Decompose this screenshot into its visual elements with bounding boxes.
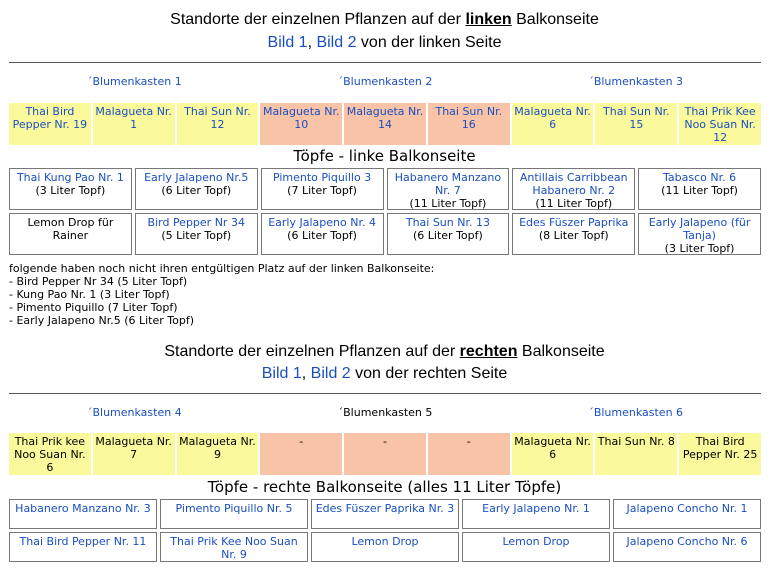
pot-cell[interactable] [462, 499, 610, 529]
pot-cell[interactable] [160, 499, 308, 529]
note-line: folgende haben noch nicht ihren entgültigen Platz auf der linken Balkonseite: [9, 262, 435, 275]
pot-size: (5 Liter Topf) [161, 229, 232, 242]
divider [9, 62, 761, 63]
box-plant-cell[interactable]: Thai Sun Nr. 16 [428, 103, 510, 145]
pot-cell[interactable] [387, 213, 510, 255]
box-plant-cell[interactable]: Thai Prik kee Noo Suan Nr. 6 [9, 433, 91, 475]
pot-name[interactable]: Jalapeno Concho Nr. 6 [626, 535, 748, 548]
pot-name[interactable]: Early Jalapeno Nr. 1 [482, 502, 590, 515]
left-pots-title: Töpfe - linke Balkonseite [293, 147, 476, 165]
divider [9, 393, 761, 394]
pot-name[interactable]: Antillais Carribbean Habanero Nr. 2 [519, 171, 628, 197]
pot-size: (8 Liter Topf) [538, 229, 609, 242]
pot-cell[interactable] [462, 532, 610, 562]
pot-name[interactable]: Pimento Piquillo Nr. 5 [175, 502, 293, 515]
box-header-1[interactable]: ´Blumenkasten 1 [86, 75, 182, 88]
pot-name: Lemon Drop für Rainer [27, 216, 114, 242]
pot-name[interactable]: Thai Kung Pao Nr. 1 [16, 171, 124, 184]
left-bild2-link[interactable]: Bild 2 [316, 34, 357, 51]
pot-name[interactable]: Early Jalapeno (für Tanja) [648, 216, 751, 242]
pot-name[interactable]: Jalapeno Concho Nr. 1 [626, 502, 748, 515]
pot-name[interactable]: Lemon Drop [502, 535, 570, 548]
left-bild1-link[interactable]: Bild 1 [267, 34, 308, 51]
pot-name[interactable]: Edes Füszer Paprika [519, 216, 629, 229]
right-box-cells [9, 433, 761, 475]
right-title: Standorte der einzelnen Pflanzen auf der rechten Balkonseite [164, 343, 605, 360]
pot-cell[interactable] [638, 168, 761, 210]
left-pots-grid [9, 168, 761, 255]
box-header-3[interactable]: ´Blumenkasten 3 [588, 75, 684, 88]
pot-name[interactable]: Tabasco Nr. 6 [663, 171, 737, 184]
left-notes [9, 262, 434, 327]
pot-cell[interactable] [9, 168, 132, 210]
pot-size: (6 Liter Topf) [413, 229, 483, 242]
note-line: - Bird Pepper Nr 34 (5 Liter Topf) [9, 275, 188, 288]
pot-size: (6 Liter Topf) [287, 229, 357, 242]
pot-name[interactable]: Thai Sun Nr. 13 [405, 216, 490, 229]
pot-cell[interactable] [135, 168, 258, 210]
box-plant-cell[interactable]: Malagueta Nr. 14 [344, 103, 426, 145]
pot-cell[interactable] [638, 213, 761, 255]
box-plant-cell[interactable]: Malagueta Nr. 6 [512, 103, 594, 145]
left-box-headers [9, 75, 761, 89]
pot-name[interactable]: Early Jalapeno Nr. 4 [268, 216, 376, 229]
right-bild1-link[interactable]: Bild 1 [261, 365, 302, 382]
pot-cell[interactable] [613, 532, 761, 562]
right-box-headers [9, 406, 761, 420]
pot-cell [9, 213, 132, 255]
box-header-2[interactable]: ´Blumenkasten 2 [337, 75, 433, 88]
box-plant-cell[interactable]: Malagueta Nr. 10 [260, 103, 342, 145]
pot-cell[interactable] [261, 213, 384, 255]
pot-size: (11 Liter Topf) [535, 197, 613, 210]
right-subtitle: Bild 1, Bild 2 von der rechten Seite [261, 365, 508, 382]
pot-cell[interactable] [9, 499, 157, 529]
pot-name[interactable]: Habanero Manzano Nr. 7 [394, 171, 502, 197]
pot-cell[interactable] [9, 532, 157, 562]
pot-name[interactable]: Early Jalapeno Nr.5 [144, 171, 249, 184]
left-title: Standorte der einzelnen Pflanzen auf der linken Balkonseite [170, 11, 599, 28]
box-plant-cell[interactable]: Thai Prik Kee Noo Suan Nr. 12 [679, 103, 761, 145]
pot-name[interactable]: Pimento Piquillo 3 [272, 171, 372, 184]
box-plant-cell[interactable]: Thai Bird Pepper Nr. 25 [679, 433, 761, 475]
pot-name[interactable]: Bird Pepper Nr 34 [147, 216, 245, 229]
box-header-4[interactable]: ´Blumenkasten 4 [86, 406, 182, 419]
box-plant-cell[interactable]: Malagueta Nr. 7 [93, 433, 175, 475]
note-line: - Pimento Piquillo (7 Liter Topf) [9, 301, 178, 314]
pot-name[interactable]: Edes Füszer Paprika Nr. 3 [315, 502, 455, 515]
right-pots-grid [9, 499, 761, 562]
note-line: - Kung Pao Nr. 1 (3 Liter Topf) [9, 288, 170, 301]
box-plant-cell: - [428, 433, 510, 475]
pot-size: (11 Liter Topf) [661, 184, 738, 197]
box-plant-cell: - [344, 433, 426, 475]
box-plant-cell: - [260, 433, 342, 475]
box-plant-cell[interactable]: Thai Sun Nr. 15 [595, 103, 677, 145]
right-bild2-link[interactable]: Bild 2 [310, 365, 351, 382]
pot-cell[interactable] [512, 168, 635, 210]
pot-cell[interactable] [387, 168, 510, 210]
pot-cell[interactable] [613, 499, 761, 529]
pot-cell[interactable] [160, 532, 308, 562]
pot-cell[interactable] [512, 213, 635, 255]
left-subtitle: Bild 1, Bild 2 von der linken Seite [267, 34, 502, 51]
pot-size: (3 Liter Topf) [35, 184, 106, 197]
pot-name[interactable]: Habanero Manzano Nr. 3 [15, 502, 151, 515]
pot-name[interactable]: Thai Prik Kee Noo Suan Nr. 9 [170, 535, 298, 561]
pot-size: (6 Liter Topf) [161, 184, 232, 197]
pot-cell[interactable] [261, 168, 384, 210]
box-plant-cell[interactable]: Malagueta Nr. 1 [93, 103, 175, 145]
pot-size: (3 Liter Topf) [664, 242, 735, 255]
left-box-cells [9, 103, 761, 145]
pot-name[interactable]: Lemon Drop [351, 535, 419, 548]
pot-name[interactable]: Thai Bird Pepper Nr. 11 [19, 535, 147, 548]
box-header-6[interactable]: ´Blumenkasten 6 [588, 406, 684, 419]
pot-cell[interactable] [311, 532, 459, 562]
box-header-5: ´Blumenkasten 5 [337, 406, 433, 419]
pot-size: (7 Liter Topf) [287, 184, 357, 197]
right-pots-title: Töpfe - rechte Balkonseite (alles 11 Liter Töpfe) [207, 478, 562, 496]
note-line: - Early Jalapeno Nr.5 (6 Liter Topf) [9, 314, 195, 327]
box-plant-cell[interactable]: Malagueta Nr. 9 [177, 433, 259, 475]
pot-cell[interactable] [135, 213, 258, 255]
pot-cell[interactable] [311, 499, 459, 529]
box-plant-cell[interactable]: Thai Sun Nr. 12 [177, 103, 259, 145]
box-plant-cell[interactable]: Malagueta Nr. 6 [512, 433, 594, 475]
pot-size: (11 Liter Topf) [409, 197, 487, 210]
box-plant-cell[interactable]: Thai Sun Nr. 8 [595, 433, 677, 475]
box-plant-cell[interactable]: Thai Bird Pepper Nr. 19 [9, 103, 91, 145]
